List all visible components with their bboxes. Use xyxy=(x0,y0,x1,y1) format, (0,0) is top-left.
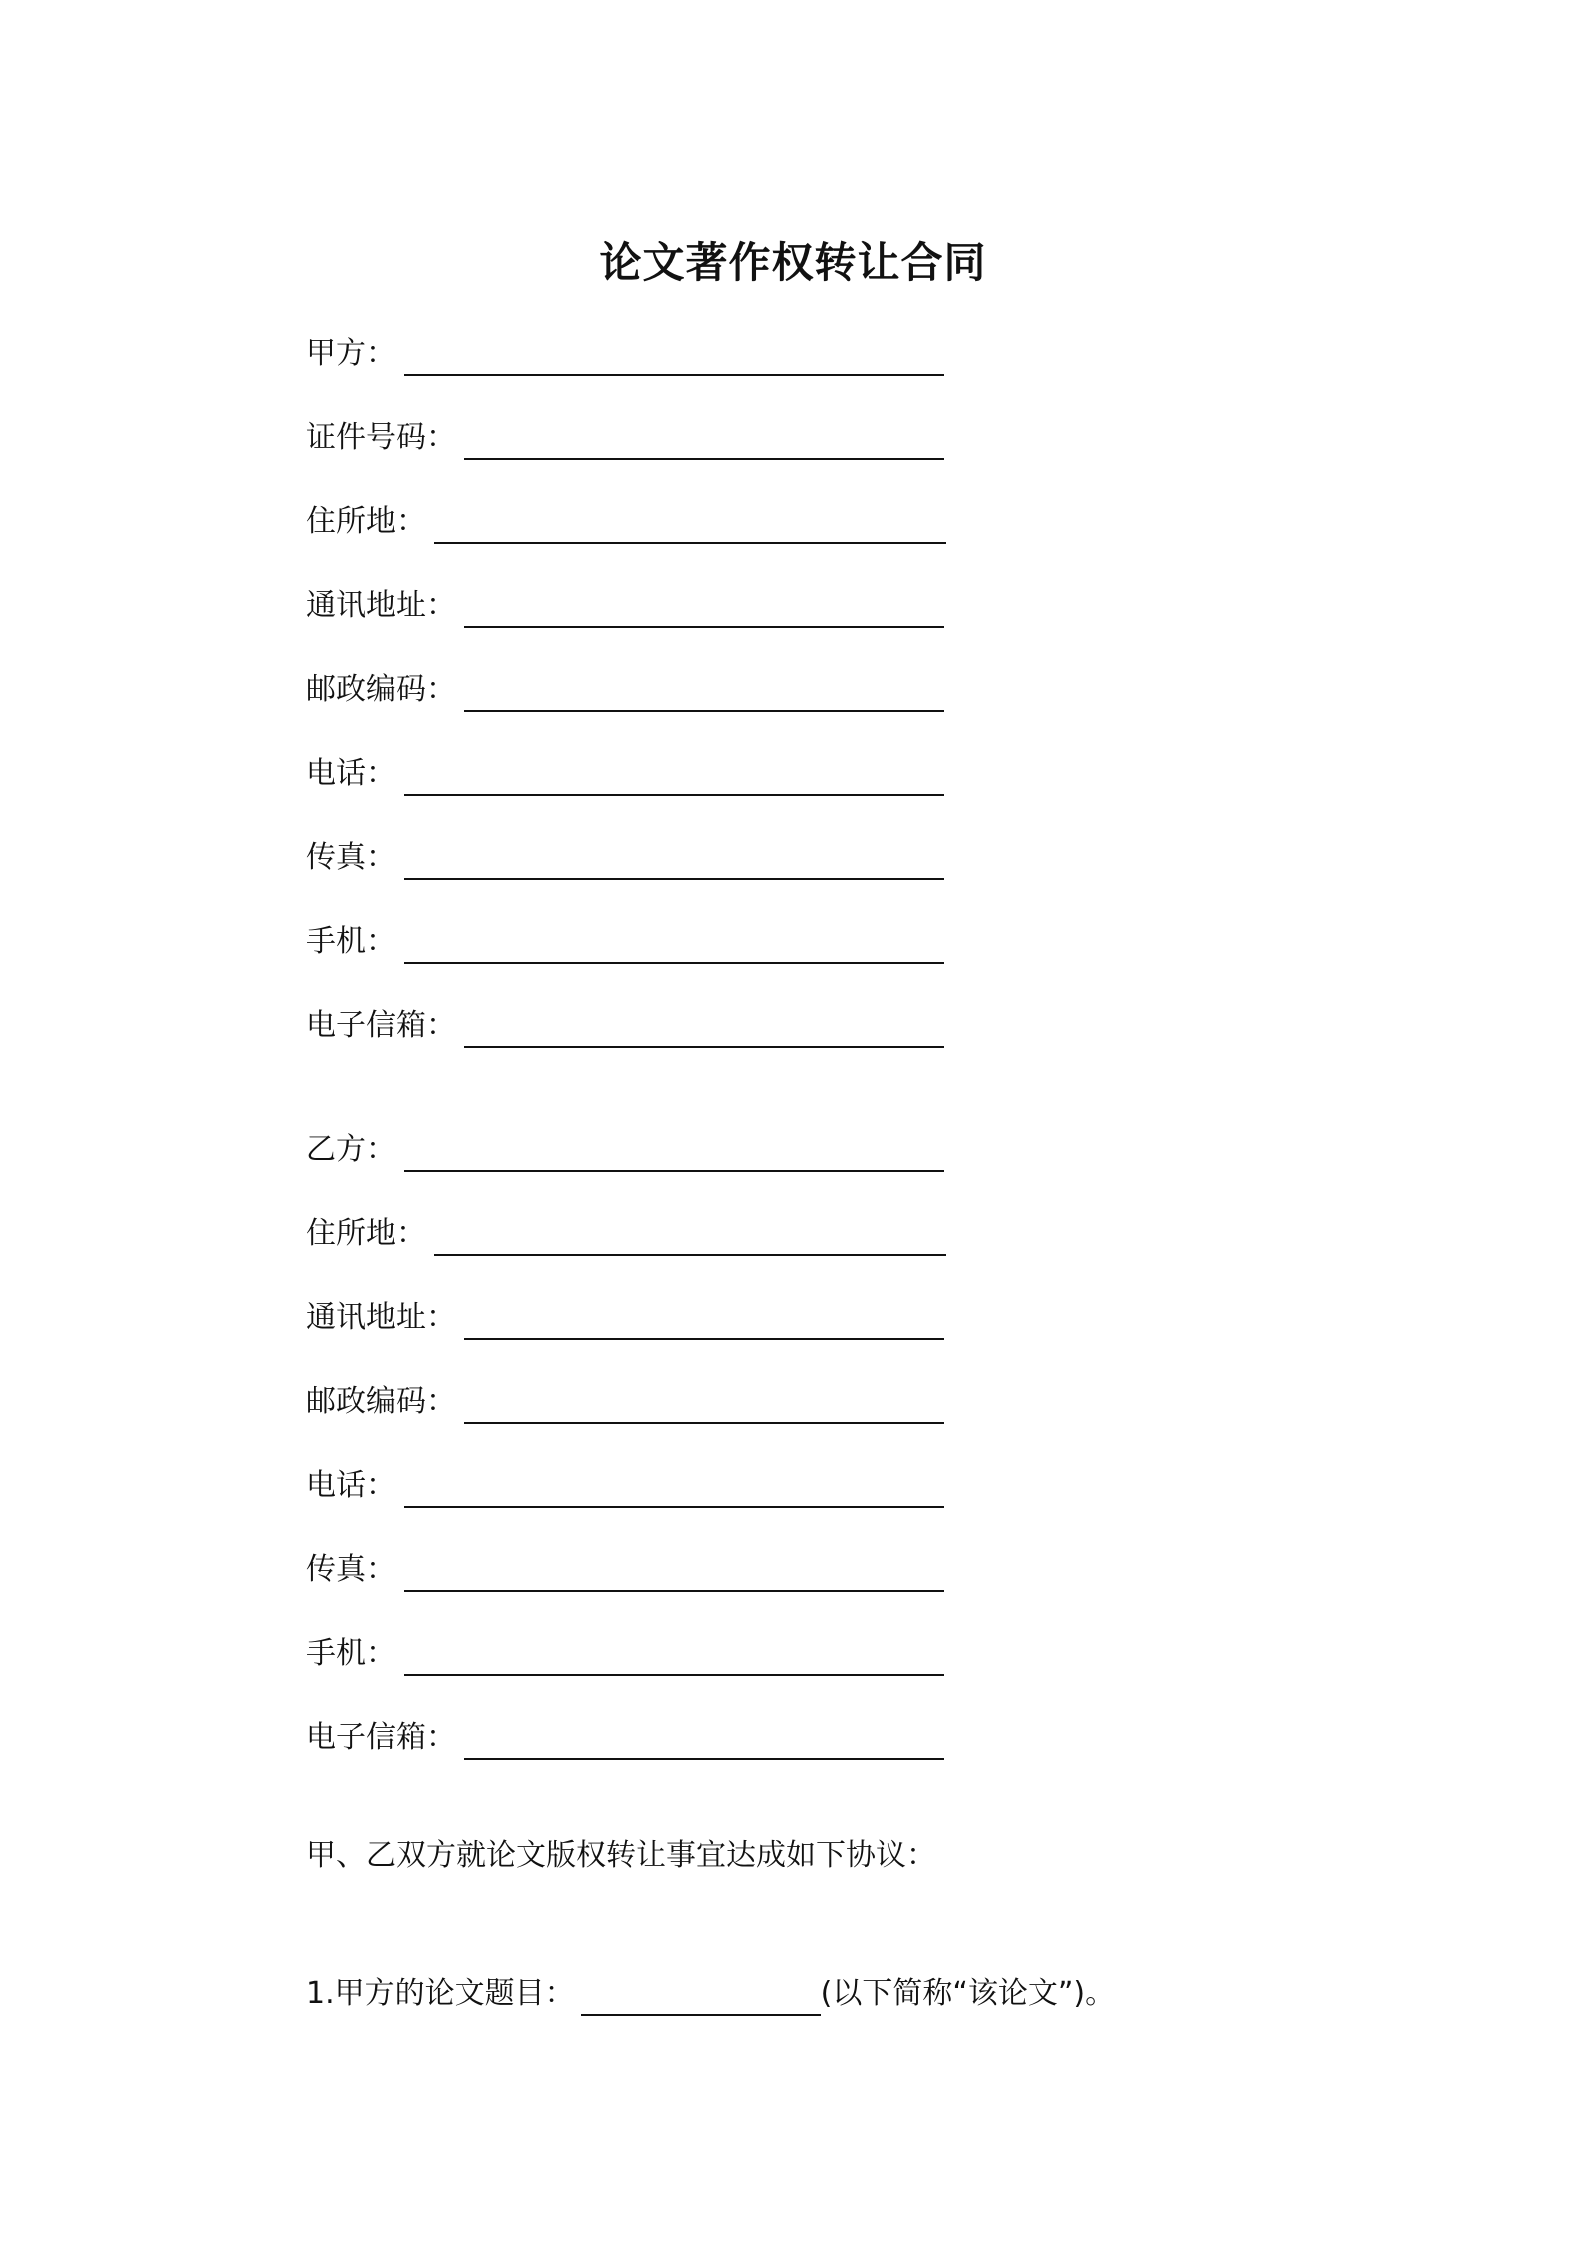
party-b-residence-field[interactable] xyxy=(434,1210,946,1256)
party-a-fax-label: 传真： xyxy=(306,840,396,875)
party-a-id-field[interactable] xyxy=(464,414,944,460)
party-a-mobile-row xyxy=(306,908,944,964)
party-b-fax-label: 传真： xyxy=(306,1552,396,1587)
party-a-name-row xyxy=(306,320,944,376)
party-a-email-field[interactable] xyxy=(464,1002,944,1048)
party-a-name-label: 甲方： xyxy=(306,336,396,371)
party-a-id-label: 证件号码： xyxy=(306,420,456,455)
party-b-phone-row xyxy=(306,1452,944,1508)
party-b-mobile-field[interactable] xyxy=(404,1630,944,1676)
agreement-statement: 甲、乙双方就论文版权转让事宜达成如下协议： xyxy=(306,1838,936,1873)
party-a-fax-row xyxy=(306,824,944,880)
party-a-address-label: 通讯地址： xyxy=(306,588,456,623)
party-b-residence-row xyxy=(306,1200,946,1256)
document-title: 论文著作权转让合同 xyxy=(599,238,987,287)
party-a-email-label: 电子信箱： xyxy=(306,1008,456,1043)
party-b-postcode-row xyxy=(306,1368,944,1424)
clause-1-suffix: (以下简称“该论文”)。 xyxy=(820,1976,1116,2011)
party-b-phone-label: 电话： xyxy=(306,1468,396,1503)
party-a-phone-field[interactable] xyxy=(404,750,944,796)
clause-1-prefix: 1.甲方的论文题目： xyxy=(306,1976,575,2011)
party-b-address-label: 通讯地址： xyxy=(306,1300,456,1335)
party-a-phone-row xyxy=(306,740,944,796)
party-b-mobile-row xyxy=(306,1620,944,1676)
party-a-mobile-label: 手机： xyxy=(306,924,396,959)
party-a-residence-field[interactable] xyxy=(434,498,946,544)
party-a-postcode-label: 邮政编码： xyxy=(306,672,456,707)
party-b-postcode-field[interactable] xyxy=(464,1378,944,1424)
party-a-email-row xyxy=(306,992,944,1048)
clause-1 xyxy=(306,1960,1115,2016)
party-a-name-field[interactable] xyxy=(404,330,944,376)
party-a-address-field[interactable] xyxy=(464,582,944,628)
party-b-name-field[interactable] xyxy=(404,1126,944,1172)
party-b-address-field[interactable] xyxy=(464,1294,944,1340)
party-b-email-row xyxy=(306,1704,944,1760)
party-b-email-field[interactable] xyxy=(464,1714,944,1760)
party-a-address-row xyxy=(306,572,944,628)
party-b-name-row xyxy=(306,1116,944,1172)
party-b-fax-row xyxy=(306,1536,944,1592)
party-b-phone-field[interactable] xyxy=(404,1462,944,1508)
party-b-mobile-label: 手机： xyxy=(306,1636,396,1671)
party-b-name-label: 乙方： xyxy=(306,1132,396,1167)
party-a-id-row xyxy=(306,404,944,460)
party-b-residence-label: 住所地： xyxy=(306,1216,426,1251)
party-a-residence-row xyxy=(306,488,946,544)
party-b-postcode-label: 邮政编码： xyxy=(306,1384,456,1419)
thesis-title-field[interactable] xyxy=(581,1970,821,2016)
party-a-fax-field[interactable] xyxy=(404,834,944,880)
party-a-mobile-field[interactable] xyxy=(404,918,944,964)
party-b-fax-field[interactable] xyxy=(404,1546,944,1592)
party-a-postcode-row xyxy=(306,656,944,712)
party-a-residence-label: 住所地： xyxy=(306,504,426,539)
party-a-postcode-field[interactable] xyxy=(464,666,944,712)
party-b-email-label: 电子信箱： xyxy=(306,1720,456,1755)
party-b-address-row xyxy=(306,1284,944,1340)
party-a-phone-label: 电话： xyxy=(306,756,396,791)
